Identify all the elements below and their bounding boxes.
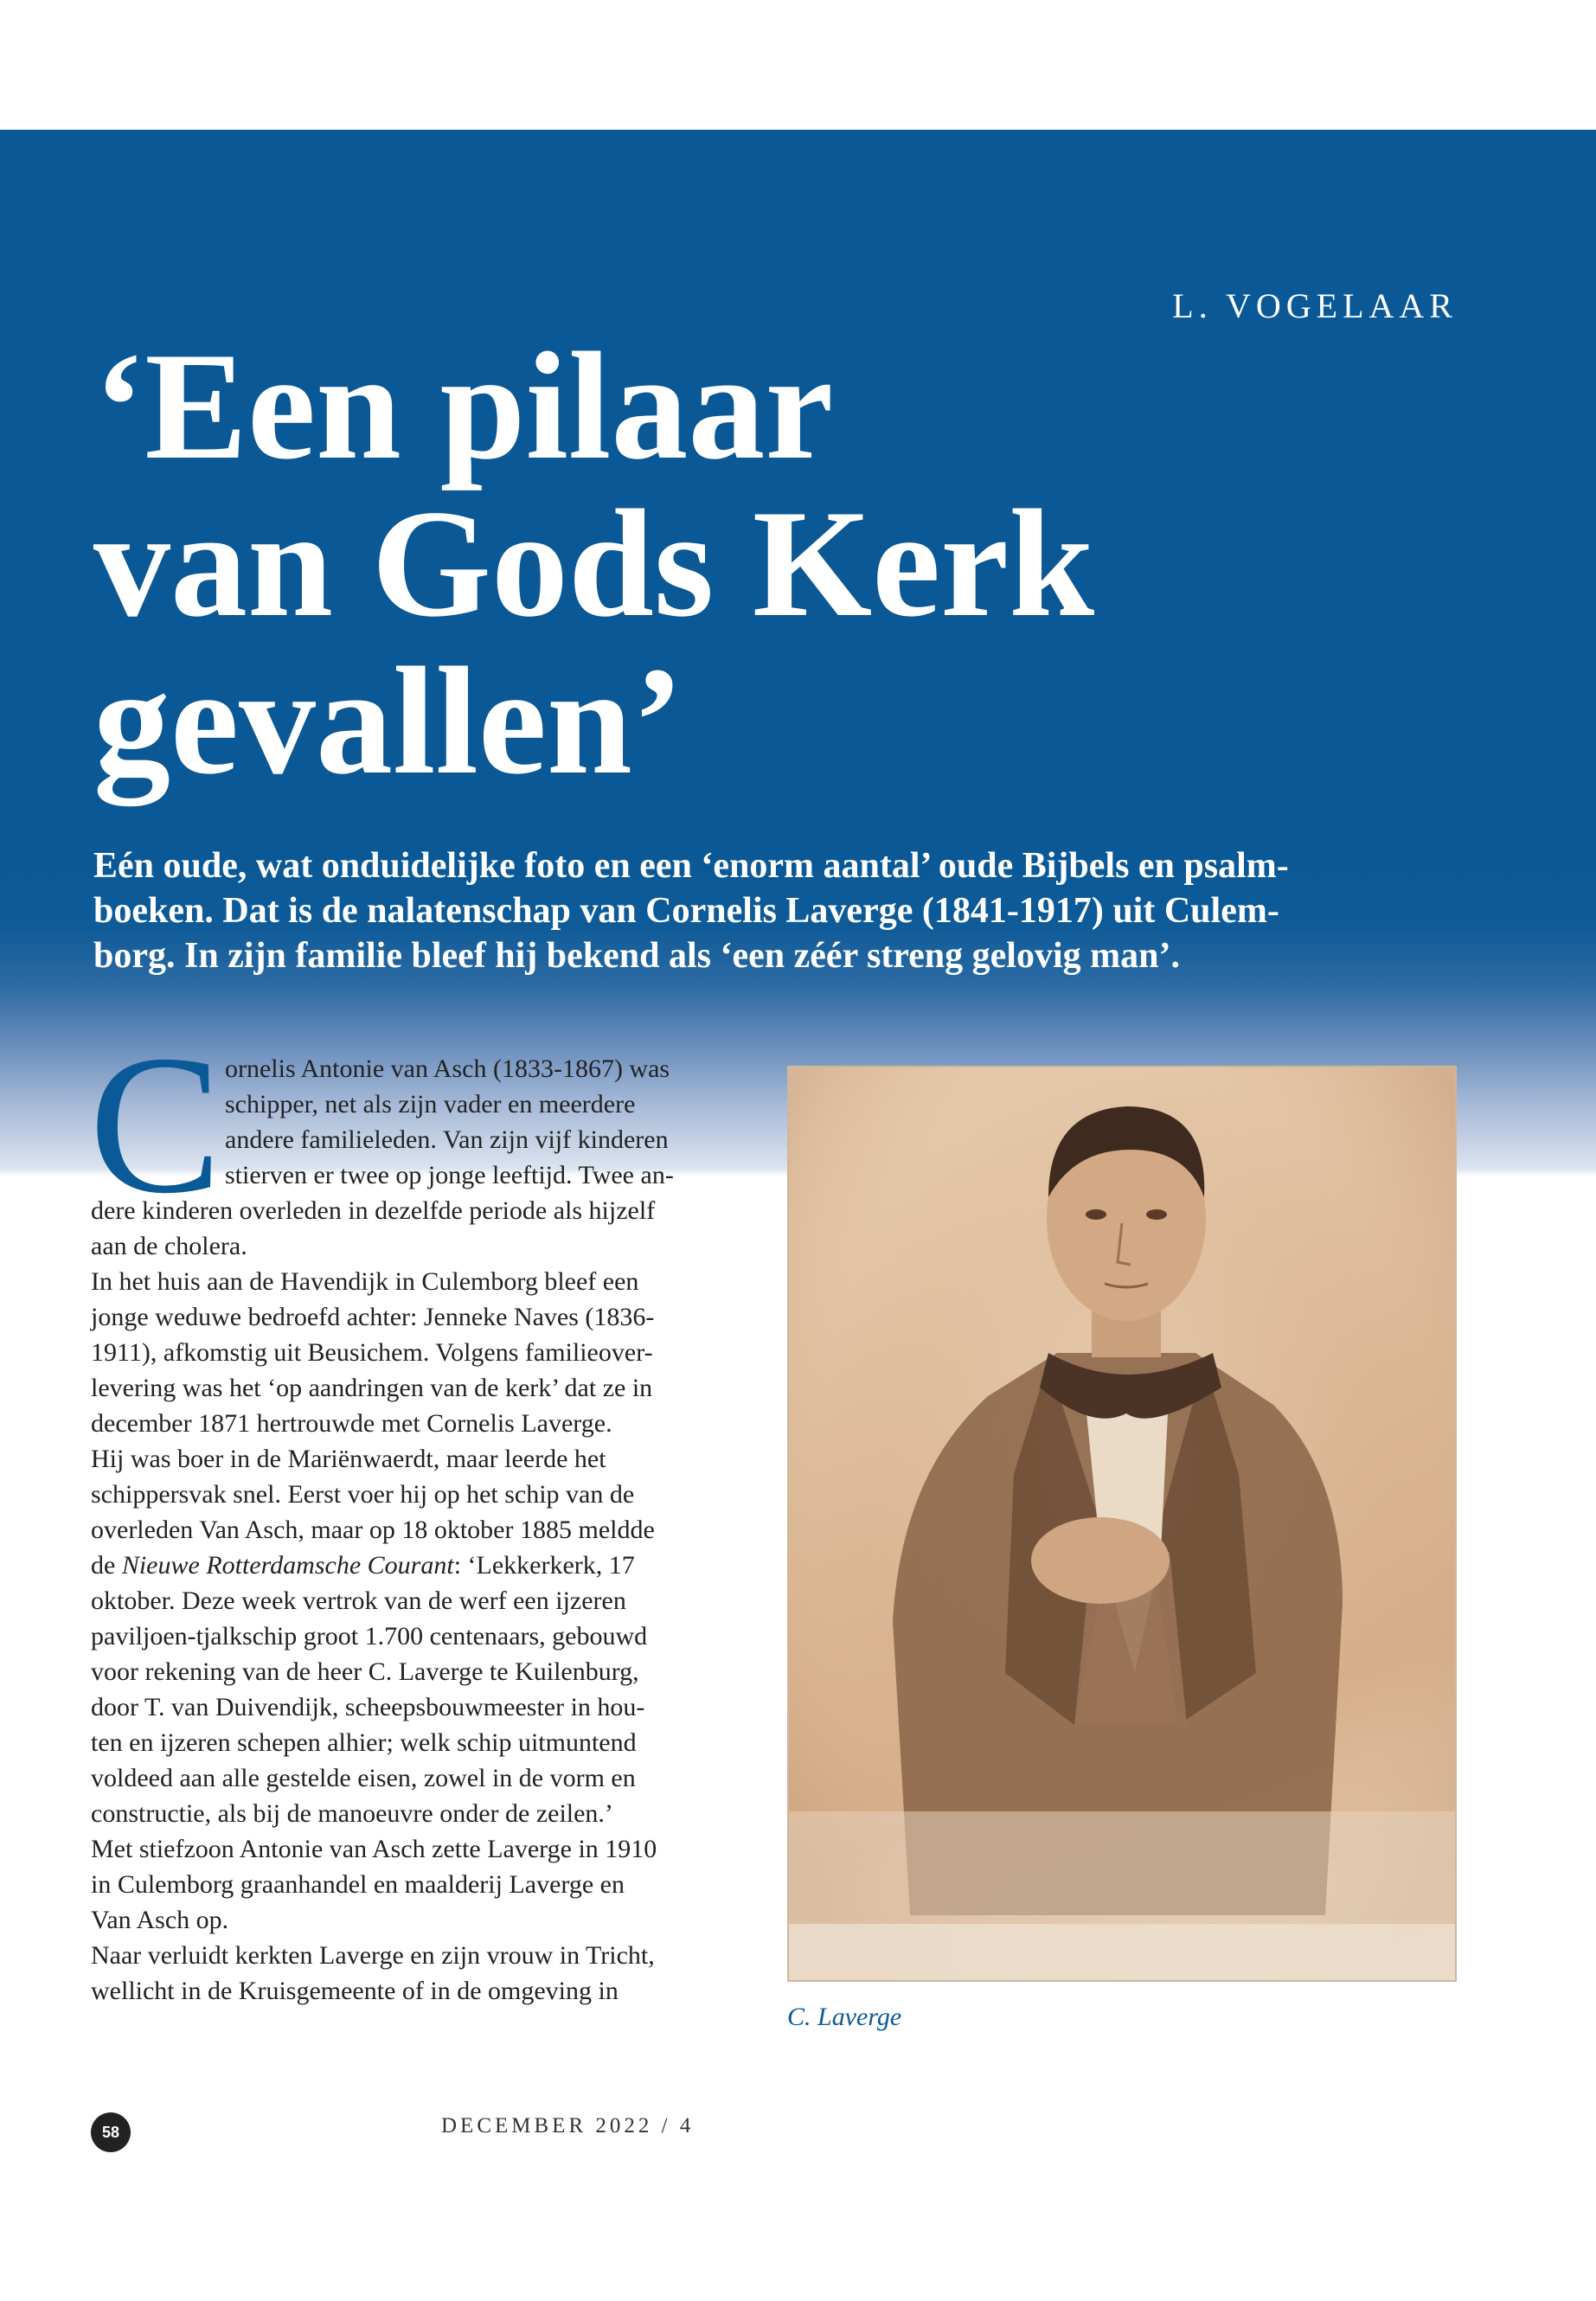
page-number-badge: 58 [91, 2112, 131, 2152]
body-line: In het huis aan de Havendijk in Culemborg bleef een [91, 1267, 639, 1296]
article-body [91, 1051, 757, 2009]
body-line: Hij was boer in de Mariënwaerdt, maar leerde het [91, 1445, 606, 1473]
body-line: voor rekening van de heer C. Laverge te Kuilenburg, [91, 1657, 639, 1686]
body-text: : ‘Lekkerkerk, 17 [453, 1551, 635, 1580]
intro-line: borg. In zijn familie bleef hij bekend als ‘een zéér streng gelovig man’. [93, 936, 1180, 976]
body-line: dere kinderen overleden in dezelfde periode als hijzelf [91, 1196, 656, 1225]
body-line: aan de cholera. [91, 1232, 247, 1260]
body-line: overleden Van Asch, maar op 18 oktober 1885 meldde [91, 1516, 655, 1544]
body-line: schippersvak snel. Eerst voer hij op het schip van de [91, 1480, 635, 1509]
body-line: in Culemborg graanhandel en maalderij Laverge en [91, 1870, 625, 1899]
intro-line: boeken. Dat is de nalatenschap van Cornelis Laverge (1841-1917) uit Culem- [93, 891, 1279, 931]
body-line: voldeed aan alle gestelde eisen, zowel in de vorm en [91, 1764, 636, 1792]
intro-paragraph [93, 843, 1434, 978]
portrait-illustration [789, 1067, 1455, 1980]
portrait-photo [787, 1066, 1457, 1982]
intro-line: Eén oude, wat onduidelijke foto en een ‘enorm aantal’ oude Bijbels en psalm- [93, 846, 1289, 886]
photo-caption: C. Laverge [787, 2003, 902, 2031]
body-line: stierven er twee op jonge leeftijd. Twee an- [225, 1161, 674, 1189]
body-line: constructie, als bij de manoeuvre onder de zeilen.’ [91, 1799, 613, 1828]
body-line: ten en ijzeren schepen alhier; welk schip uitmuntend [91, 1728, 637, 1757]
body-line: december 1871 hertrouwde met Cornelis Laverge. [91, 1409, 612, 1438]
body-line: jonge weduwe bedroefd achter: Jenneke Naves (1836- [91, 1303, 655, 1331]
body-line: schipper, net als zijn vader en meerdere [225, 1090, 636, 1118]
body-line: door T. van Duivendijk, scheepsbouwmeester in hou- [91, 1693, 645, 1721]
body-line: ornelis Antonie van Asch (1833-1867) was [225, 1054, 670, 1083]
body-line: levering was het ‘op aandringen van de kerk’ dat ze in [91, 1374, 653, 1402]
drop-cap: C [89, 1014, 222, 1234]
body-line: Naar verluidt kerkten Laverge en zijn vrouw in Tricht, [91, 1941, 655, 1970]
title-line: gevallen’ [93, 635, 684, 806]
body-line [91, 1548, 757, 1583]
article-title [93, 320, 1391, 806]
body-line: andere familieleden. Van zijn vijf kinderen [225, 1125, 669, 1154]
body-line: Met stiefzoon Antonie van Asch zette Laverge in 1910 [91, 1835, 657, 1863]
body-line: oktober. Deze week vertrok van de werf een ijzeren [91, 1586, 626, 1615]
author-byline: L. VOGELAAR [1172, 286, 1458, 325]
newspaper-title: Nieuwe Rotterdamsche Courant [121, 1551, 454, 1580]
body-line: 1911), afkomstig uit Beusichem. Volgens familieover- [91, 1338, 653, 1367]
title-line: ‘Een pilaar [93, 320, 834, 491]
body-text: de [91, 1551, 122, 1580]
body-line: wellicht in de Kruisgemeente of in de omgeving in [91, 1977, 619, 2005]
body-line: Van Asch op. [91, 1906, 229, 1934]
body-line: paviljoen-tjalkschip groot 1.700 centenaars, gebouwd [91, 1622, 648, 1650]
issue-label: DECEMBER 2022 / 4 [441, 2114, 695, 2138]
title-line: van Gods Kerk [93, 478, 1095, 649]
